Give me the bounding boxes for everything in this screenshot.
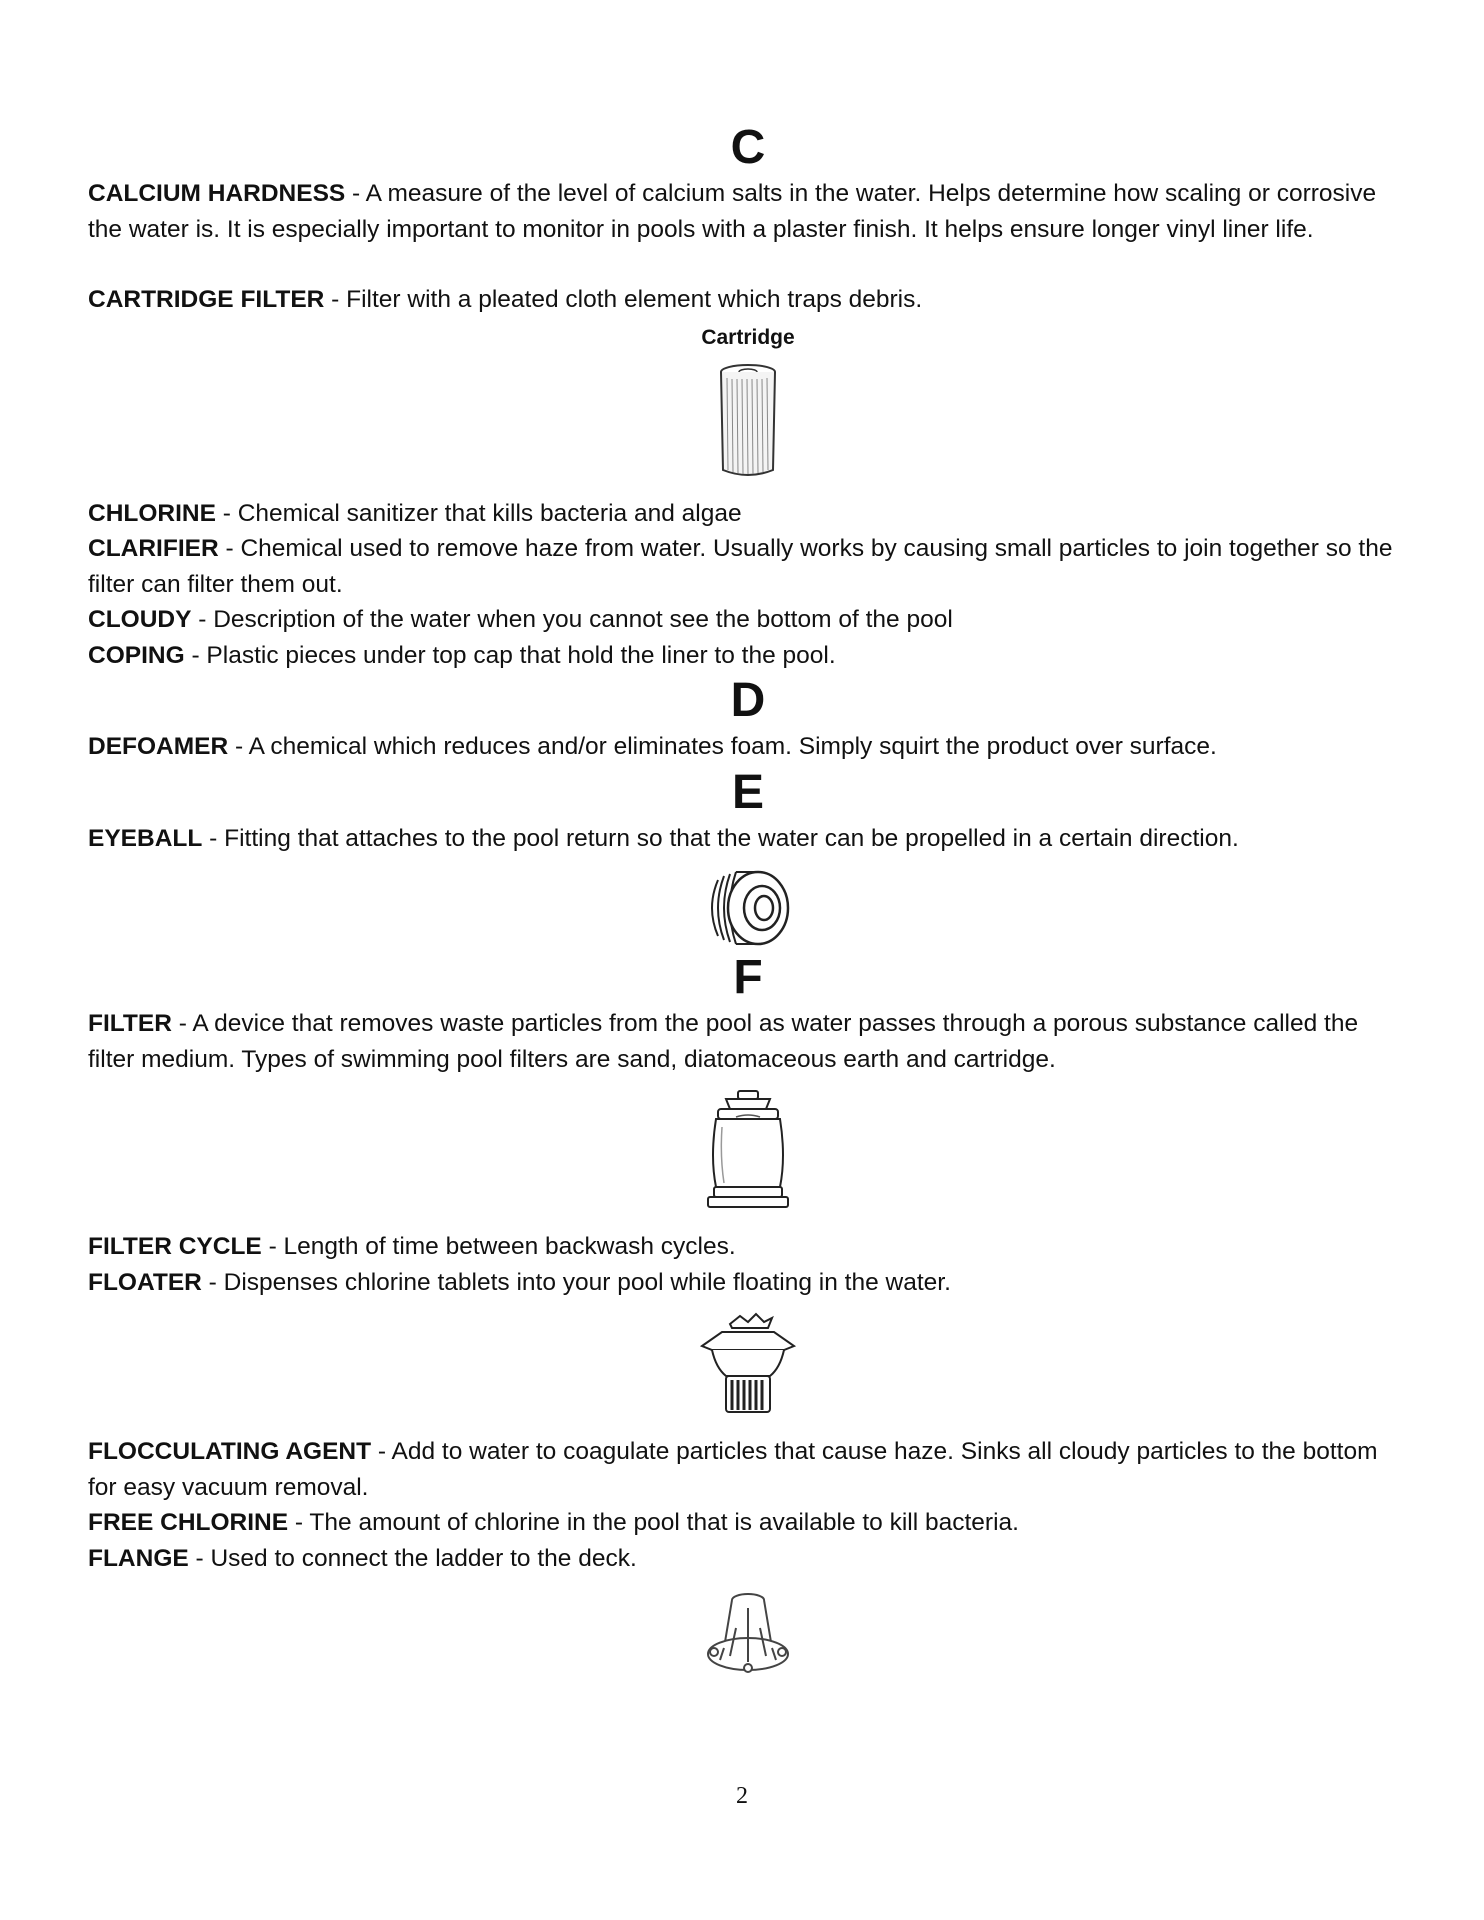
entry-calcium-hardness [88, 176, 1408, 247]
term: EYEBALL [88, 824, 203, 852]
definition: - Chemical used to remove haze from water. Usually works by causing small particles to join together so the filter can filter them out. [88, 535, 1393, 598]
section-letter-d: D [730, 674, 766, 727]
definition: - Filter with a pleated cloth element which traps debris. [324, 286, 923, 313]
cartridge-filter-icon [713, 362, 783, 482]
eyeball-figure [88, 866, 1408, 950]
entry-eyeball [88, 821, 1408, 857]
ladder-flange-icon [700, 1588, 796, 1678]
entry-floater [88, 1265, 1408, 1301]
term: CLOUDY [88, 606, 192, 633]
entry-flange [88, 1541, 1408, 1577]
definition: - Plastic pieces under top cap that hold the liner to the pool. [184, 641, 836, 669]
eyeball-fitting-icon [700, 866, 796, 950]
definition: - Length of time between backwash cycles. [261, 1233, 736, 1260]
definition: - Chemical sanitizer that kills bacteria and algae [215, 499, 742, 527]
term: FLANGE [88, 1544, 189, 1572]
cartridge-caption: Cartridge [701, 325, 795, 349]
page-number: 2 [736, 1783, 748, 1809]
definition: - Fitting that attaches to the pool return so that the water can be propelled in a certain direction. [202, 824, 1239, 852]
term: CALCIUM HARDNESS [88, 180, 346, 207]
term: CLARIFIER [88, 535, 219, 562]
entry-cartridge-filter [88, 282, 1408, 318]
definition: - Description of the water when you cannot see the bottom of the pool [191, 606, 953, 633]
sand-filter-figure [88, 1087, 1408, 1215]
chlorine-floater-icon [692, 1310, 804, 1422]
term: FILTER [88, 1010, 172, 1037]
definition: - Dispenses chlorine tablets into your pool while floating in the water. [201, 1268, 951, 1296]
definition: - A chemical which reduces and/or eliminates foam. Simply squirt the product over surface. [228, 733, 1217, 760]
definition: - Add to water to coagulate particles that cause haze. Sinks all cloudy particles to the bottom for easy vacuum removal. [88, 1438, 1378, 1501]
definition: - Used to connect the ladder to the deck. [188, 1544, 637, 1572]
term: FLOCCULATING AGENT [88, 1438, 372, 1465]
entry-clarifier [88, 531, 1408, 602]
entry-free-chlorine [88, 1505, 1408, 1541]
term: COPING [88, 641, 185, 669]
floater-figure [88, 1310, 1408, 1422]
entry-coping [88, 638, 1408, 674]
entry-filter [88, 1006, 1408, 1077]
section-letter-e: E [731, 765, 764, 819]
entry-flocculating-agent [88, 1434, 1408, 1505]
term: FILTER CYCLE [88, 1233, 262, 1260]
flange-figure [88, 1588, 1408, 1678]
entry-defoamer [88, 729, 1408, 765]
term: DEFOAMER [88, 733, 229, 760]
definition: - The amount of chlorine in the pool that is available to kill bacteria. [288, 1509, 1019, 1536]
cartridge-figure [88, 318, 1408, 482]
entry-chlorine [88, 496, 1408, 532]
definition: - A measure of the level of calcium salts in the water. Helps determine how scaling or corrosive the water is. It is especially important to monitor in pools with a plaster finish. It helps ensure longer vinyl liner life. [88, 180, 1377, 243]
glossary-page [88, 120, 1408, 1678]
sand-filter-icon [700, 1087, 796, 1215]
entry-filter-cycle [88, 1229, 1408, 1265]
entry-cloudy [88, 602, 1408, 638]
term: FREE CHLORINE [88, 1509, 289, 1536]
term: FLOATER [88, 1268, 202, 1296]
term: CHLORINE [88, 499, 216, 527]
term: CARTRIDGE FILTER [88, 286, 325, 313]
definition: - A device that removes waste particles from the pool as water passes through a porous substance called the filter medium. Types of swimming pool filters are sand, diatomaceous earth and cartridge. [88, 1010, 1359, 1073]
section-letter-c: C [730, 121, 766, 174]
section-letter-f: F [733, 951, 763, 1004]
